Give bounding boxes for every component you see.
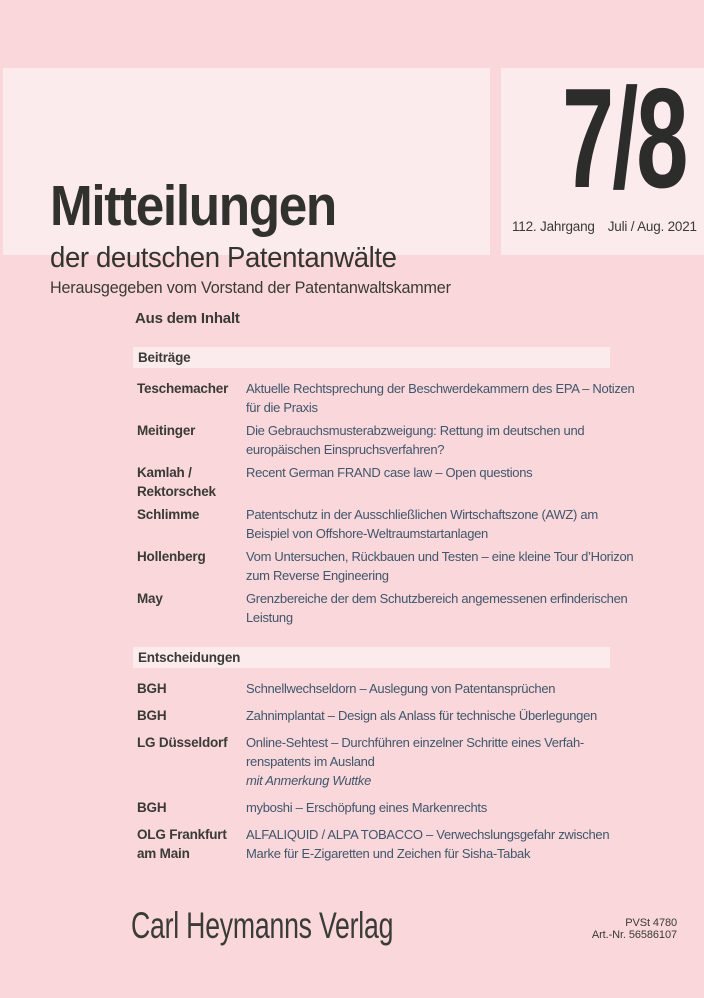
toc-entry-label: Meitinger bbox=[137, 423, 196, 438]
toc-entry-note: mit Anmerkung Wuttke bbox=[246, 773, 372, 788]
section-band-beitraege bbox=[133, 347, 610, 368]
toc-entry-title: myboshi – Erschöpfung eines Markenrechts bbox=[246, 800, 487, 815]
toc-entry-label: BGH bbox=[137, 681, 167, 696]
toc-entry-label: Teschemacher bbox=[137, 381, 229, 396]
toc-list-entscheidungen bbox=[137, 679, 642, 871]
toc-entry-label: Hollenberg bbox=[137, 549, 206, 564]
toc-entry-label: BGH bbox=[137, 708, 167, 723]
toc-entry-label: Schlimme bbox=[137, 507, 200, 522]
toc-entry bbox=[137, 463, 642, 501]
issue-panel bbox=[501, 59, 704, 255]
toc-entry-label: Kamlah / Rektorschek bbox=[137, 465, 216, 499]
pvst-number: PVSt 4780 bbox=[625, 917, 677, 929]
toc-entry-label: May bbox=[137, 591, 163, 606]
toc-entry-title bbox=[246, 733, 638, 790]
issue-meta bbox=[512, 220, 697, 234]
toc-entry bbox=[137, 798, 642, 817]
toc-entry-label: LG Düsseldorf bbox=[137, 735, 228, 750]
volume-label: 112. Jahrgang bbox=[512, 219, 595, 234]
toc-entry bbox=[137, 505, 642, 543]
postal-info bbox=[592, 917, 677, 941]
section-title: Beiträge bbox=[138, 350, 191, 365]
toc-list-beitraege bbox=[137, 379, 642, 631]
publishing-house: Carl Heymanns Verlag bbox=[131, 905, 394, 946]
issue-date: Juli / Aug. 2021 bbox=[607, 219, 697, 234]
toc-entry bbox=[137, 679, 642, 698]
issue-number: 7/8 bbox=[561, 59, 686, 218]
toc-entry-title-text: Online-Sehtest – Durchführen einzelner Schritte eines Verfahrenspatents im Ausland bbox=[246, 735, 585, 769]
toc-entry-title: Aktuelle Rechtsprechung der Beschwerdekammern des EPA – Notizen für die Praxis bbox=[246, 381, 635, 415]
toc-entry-title: Schnellwechseldorn – Auslegung von Patentansprüchen bbox=[246, 681, 556, 696]
toc-entry-title: Zahnimplantat – Design als Anlass für technische Überlegungen bbox=[246, 708, 597, 723]
section-band-entscheidungen bbox=[133, 647, 610, 668]
toc-entry-title: Recent German FRAND case law – Open questions bbox=[246, 465, 533, 480]
toc-entry bbox=[137, 547, 642, 585]
toc-entry bbox=[137, 825, 642, 863]
masthead-panel bbox=[3, 68, 490, 297]
toc-entry bbox=[137, 706, 642, 725]
toc-entry-title: ALFALIQUID / ALPA TOBACCO – Verwechslungsgefahr zwischen Marke für E-Zigaretten und Zeichen für Sisha-Tabak bbox=[246, 827, 610, 861]
journal-title: Mitteilungen bbox=[50, 174, 336, 238]
contents-heading: Aus dem Inhalt bbox=[135, 310, 240, 327]
toc-entry-title: Vom Untersuchen, Rückbauen und Testen – eine kleine Tour d’Horizon zum Reverse Engineering bbox=[246, 549, 634, 583]
article-number: Art.-Nr. 56586107 bbox=[591, 929, 677, 941]
toc-entry bbox=[137, 421, 642, 459]
toc-entry-title: Die Gebrauchsmusterabzweigung: Rettung im deutschen und europäischen Einspruchsverfahren? bbox=[246, 423, 585, 457]
toc-entry-title: Patentschutz in der Ausschließlichen Wirtschaftszone (AWZ) am Beispiel von Offshore-Weltraumstartanlagen bbox=[246, 507, 598, 541]
toc-entry-title: Grenzbereiche der dem Schutzbereich angemessenen erfinderischen Leistung bbox=[246, 591, 628, 625]
journal-subtitle: der deutschen Patentanwälte bbox=[50, 242, 397, 274]
toc-entry bbox=[137, 733, 642, 790]
toc-entry-label: OLG Frankfurt am Main bbox=[137, 827, 227, 861]
toc-entry bbox=[137, 589, 642, 627]
section-title: Entscheidungen bbox=[138, 650, 241, 665]
toc-entry-label: BGH bbox=[137, 800, 167, 815]
toc-entry bbox=[137, 379, 642, 417]
publisher-line: Herausgegeben vom Vorstand der Patentanwaltskammer bbox=[50, 278, 451, 297]
